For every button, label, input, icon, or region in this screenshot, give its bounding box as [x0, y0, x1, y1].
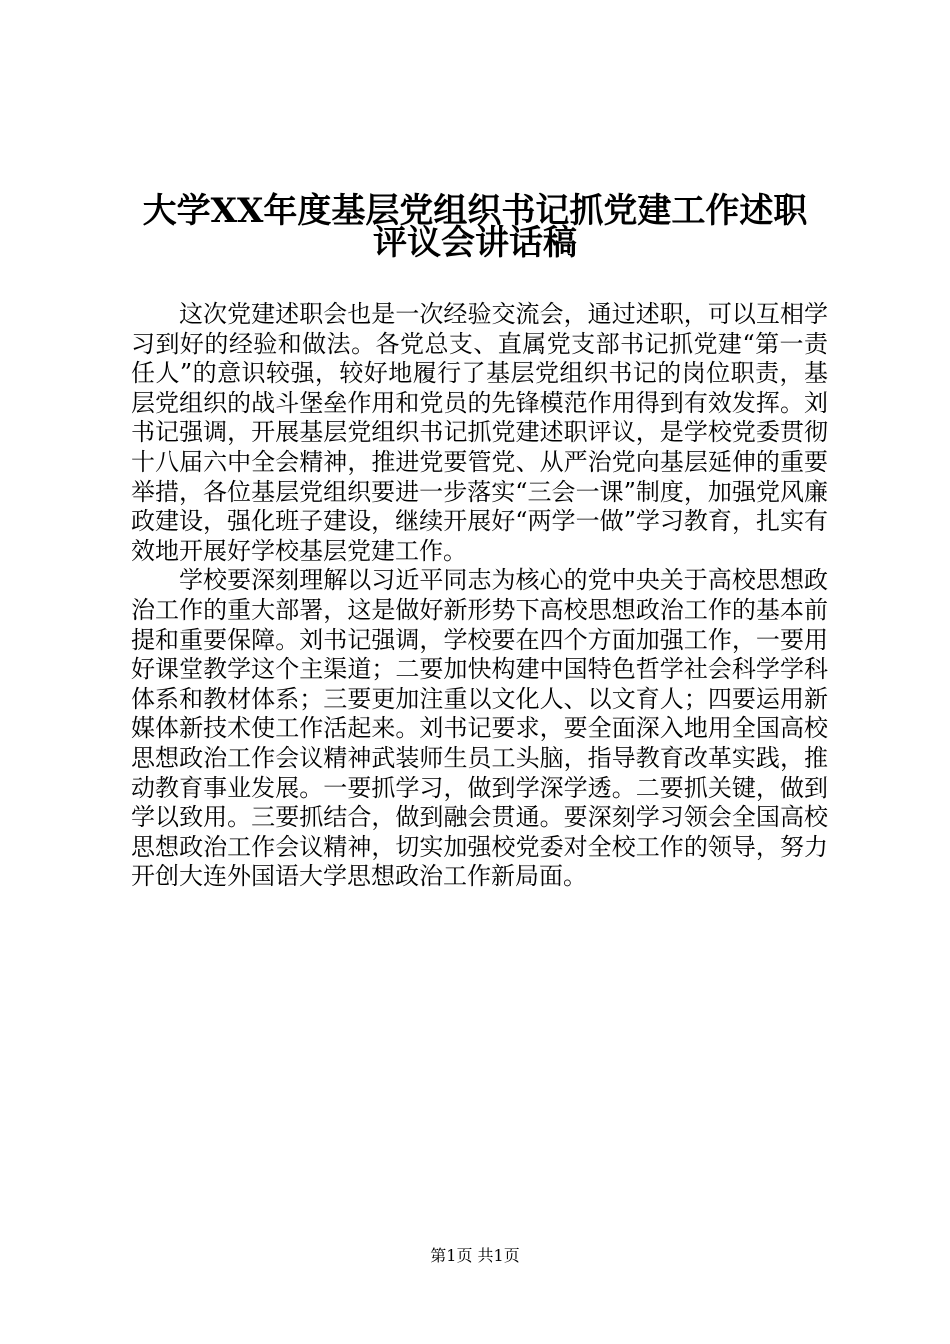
body-paragraph-1: 这次党建述职会也是一次经验交流会，通过述职，可以互相学习到好的经验和做法。各党总支、直属党支部书记抓党建“第一责任人”的意识较强，较好地履行了基层党组织书记的岗位职责，基层党组织的战斗堡垒作用和党员的先锋模范作用得到有效发挥。刘书记强调，开展基层党组织书记抓党建述职评议，是学校党委贯彻十八届六中全会精神，推进党要管党、从严治党向基层延伸的重要举措，各位基层党组织要进一步落实“三会一课”制度，加强党风廉政建设，强化班子建设，继续开展好“两学一做”学习教育，扎实有效地开展好学校基层党建工作。 [131, 300, 828, 565]
document-body [131, 300, 828, 892]
document-title-line-1: 大学XX年度基层党组织书记抓党建工作述职 [142, 191, 808, 231]
document-title-line-2: 评议会讲话稿 [373, 223, 577, 263]
page-number-footer: 第1页 共1页 [430, 1246, 520, 1265]
body-paragraph-2: 学校要深刻理解以习近平同志为核心的党中央关于高校思想政治工作的重大部署，这是做好新形势下高校思想政治工作的基本前提和重要保障。刘书记强调，学校要在四个方面加强工作，一要用好课堂教学这个主渠道；二要加快构建中国特色哲学社会科学学科体系和教材体系；三要更加注重以文化人、以文育人；四要运用新媒体新技术使工作活起来。刘书记要求，要全面深入地用全国高校思想政治工作会议精神武装师生员工头脑，指导教育改革实践，推动教育事业发展。一要抓学习，做到学深学透。二要抓关键，做到学以致用。三要抓结合，做到融会贯通。要深刻学习领会全国高校思想政治工作会议精神，切实加强校党委对全校工作的领导，努力开创大连外国语大学思想政治工作新局面。 [131, 566, 828, 891]
